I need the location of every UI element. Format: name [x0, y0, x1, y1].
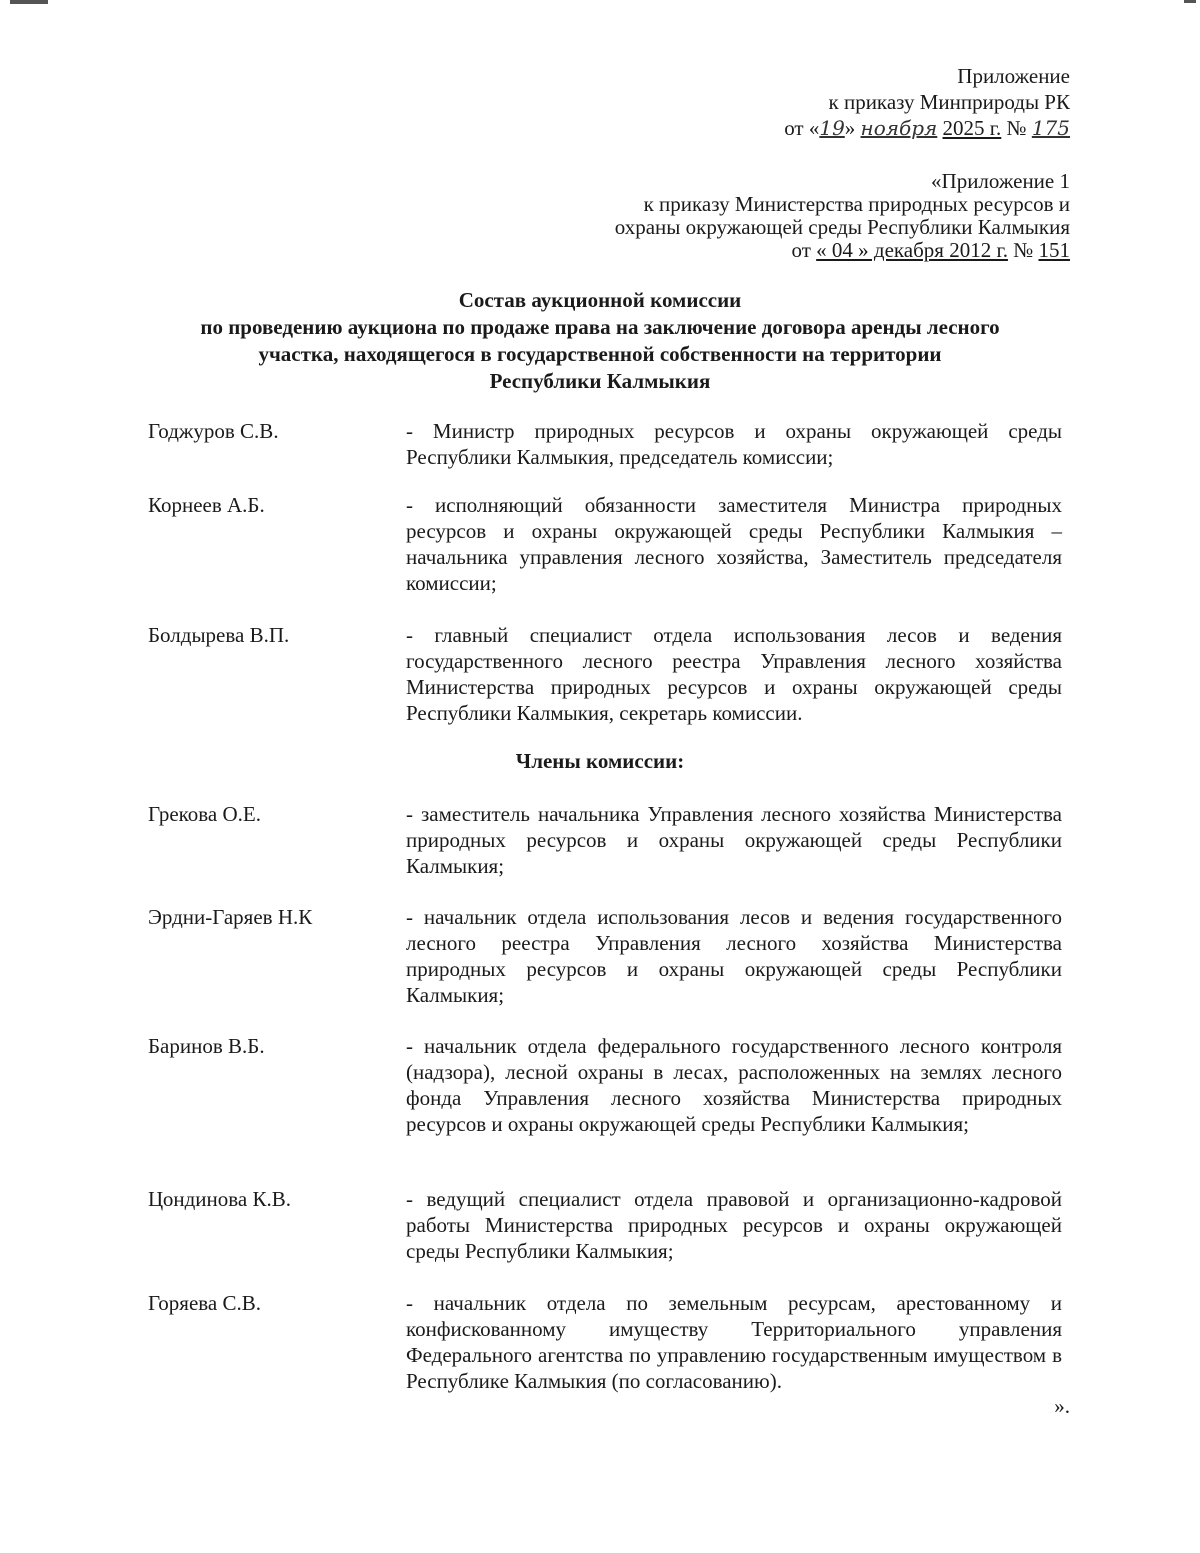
- member-name: Грекова О.Е.: [148, 802, 261, 826]
- scan-artifact-top-right: [1184, 0, 1196, 3]
- member-name: Горяева С.В.: [148, 1291, 261, 1315]
- commission-member: [148, 1186, 1062, 1264]
- member-name: Годжуров С.В.: [148, 419, 279, 443]
- date-day-handwritten: 19: [819, 116, 845, 140]
- member-role: - Министр природных ресурсов и охраны окружающей среды Республики Калмыкия, председатель комиссии;: [406, 419, 1062, 469]
- member-role: - исполняющий обязанности заместителя Министра природных ресурсов и охраны окружающей среды Республики Калмыкия – начальника управления лесного хозяйства, Заместитель председателя комиссии;: [406, 493, 1062, 595]
- member-role: - ведущий специалист отдела правовой и организационно-кадровой работы Министерства природных ресурсов и охраны окружающей среды Республики Калмыкия;: [406, 1187, 1062, 1263]
- appendix-original-block: [510, 170, 1070, 262]
- date-month-handwritten: ноября: [860, 116, 938, 140]
- title-line3: участка, находящегося в государственной собственности на территории: [258, 342, 942, 366]
- member-role: - начальник отдела федерального государственного лесного контроля (надзора), лесной охраны в лесах, расположенных на землях лесного фонда Управления лесного хозяйства Министерства природных ресурсов и охраны окружающей среды Республики Калмыкия;: [406, 1034, 1062, 1136]
- commission-chair: [148, 418, 1062, 470]
- title-line2: по проведению аукциона по продаже права на заключение договора аренды лесного: [200, 315, 1000, 339]
- commission-member: [148, 904, 1062, 1008]
- members-heading: Члены комиссии:: [515, 749, 685, 773]
- member-role: - начальник отдела по земельным ресурсам, арестованному и конфискованному имуществу Территориального управления Федерального агентства по управлению государственным имуществом в Республике Калмыкия (по согласованию).: [406, 1291, 1062, 1393]
- appendix-original-line2: к приказу Министерства природных ресурсов и: [643, 192, 1070, 216]
- commission-member: [148, 801, 1062, 879]
- document-title: [140, 287, 1060, 395]
- appendix-current-line1: Приложение: [957, 64, 1070, 88]
- appendix-original-line1: «Приложение 1: [931, 169, 1070, 193]
- date-prefix: от «: [784, 116, 820, 140]
- closing-quote-mark: ».: [1054, 1394, 1070, 1418]
- commission-deputy-chair: [148, 492, 1062, 596]
- commission-member: [148, 1033, 1062, 1137]
- scan-artifact-top-left: [10, 0, 48, 4]
- member-name: Корнеев А.Б.: [148, 493, 265, 517]
- appendix-current-block: [650, 63, 1070, 141]
- member-name: Цондинова К.В.: [148, 1187, 292, 1211]
- appendix-original-date-line: [510, 239, 1070, 262]
- order-number-handwritten: 175: [1031, 116, 1070, 140]
- title-line1: Состав аукционной комиссии: [458, 288, 742, 312]
- original-number: 151: [1038, 238, 1070, 262]
- appendix-original-line3: охраны окружающей среды Республики Калмыкия: [614, 215, 1070, 239]
- original-date: « 04 » декабря 2012 г.: [816, 238, 1008, 262]
- number-sign: №: [1006, 116, 1027, 140]
- member-role: - заместитель начальника Управления лесного хозяйства Министерства природных ресурсов и охраны окружающей среды Республики Калмыкия;: [406, 802, 1062, 878]
- commission-member: [148, 1290, 1062, 1394]
- member-name: Эрдни-Гаряев Н.К: [148, 905, 313, 929]
- member-name: Болдырева В.П.: [148, 623, 290, 647]
- member-role: - начальник отдела использования лесов и ведения государственного лесного реестра Управления лесного хозяйства Министерства природных ресурсов и охраны окружающей среды Республики Калмыкия;: [406, 905, 1062, 1007]
- appendix-current-date-line: [650, 115, 1070, 141]
- date-quote-close: »: [844, 116, 856, 140]
- date-year: 2025 г.: [942, 116, 1002, 140]
- appendix-current-line2: к приказу Минприроды РК: [828, 90, 1070, 114]
- original-prefix: от: [791, 238, 811, 262]
- commission-secretary: [148, 622, 1062, 726]
- member-role: - главный специалист отдела использования лесов и ведения государственного лесного реестра Управления лесного хозяйства Министерства природных ресурсов и охраны окружающей среды Республики Калмыкия, секретарь комиссии.: [406, 623, 1062, 725]
- member-name: Баринов В.Б.: [148, 1034, 265, 1058]
- title-line4: Республики Калмыкия: [489, 369, 711, 393]
- original-number-sign: №: [1013, 238, 1034, 262]
